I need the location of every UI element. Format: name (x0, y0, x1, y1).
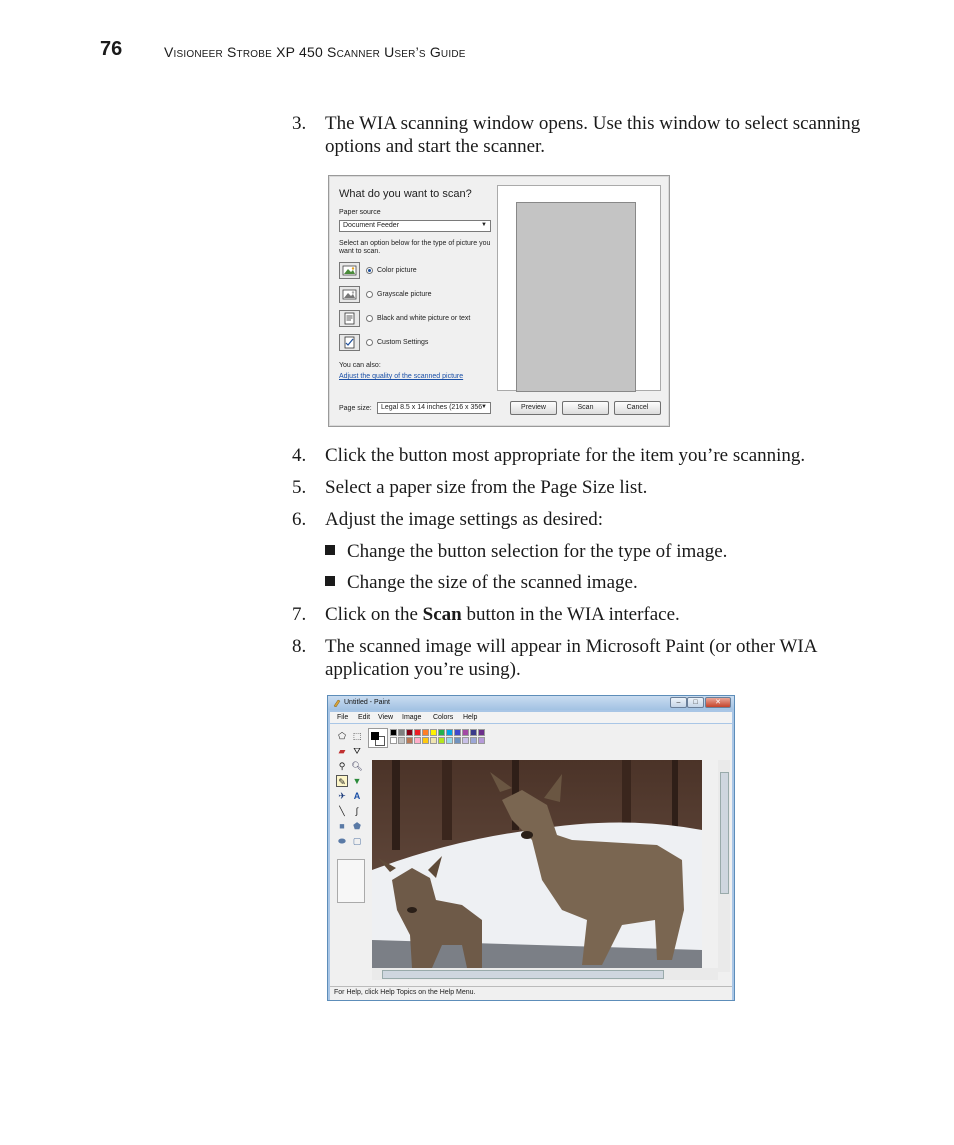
menu-view[interactable]: View (378, 714, 394, 721)
palette-swatch[interactable] (414, 737, 421, 744)
palette-swatch[interactable] (414, 729, 421, 736)
free-select-icon[interactable]: ⬠ (338, 731, 346, 741)
palette-swatch[interactable] (430, 729, 437, 736)
palette-swatch[interactable] (462, 729, 469, 736)
rectangle-tool-icon[interactable]: ■ (339, 821, 345, 831)
palette-swatch[interactable] (446, 737, 453, 744)
status-bar (330, 986, 732, 1000)
scanned-deer-photo (372, 760, 702, 968)
step-text (325, 603, 862, 626)
radio-color-picture[interactable] (366, 267, 373, 274)
dialog-question: What do you want to scan? (339, 188, 472, 200)
paper-source-label: Paper source (339, 209, 381, 216)
eraser-icon[interactable]: ▰ (338, 746, 346, 756)
palette-swatch[interactable] (390, 729, 397, 736)
step-number: 6. (292, 509, 307, 530)
step-4 (292, 444, 862, 467)
page-size-label: Page size: (339, 405, 372, 412)
you-can-also-label: You can also: (339, 362, 381, 369)
text-tool-icon[interactable]: A (353, 791, 361, 801)
paper-source-select[interactable] (339, 220, 491, 232)
step-5 (292, 476, 862, 499)
step-text-post: button in the WIA interface. (461, 604, 680, 625)
bullet-item (325, 540, 727, 563)
palette-swatch[interactable] (430, 737, 437, 744)
step-text: Select a paper size from the Page Size list. (325, 477, 648, 498)
eyedropper-icon[interactable]: ⚲ (338, 761, 346, 771)
bullet-item (325, 571, 638, 594)
step-number: 4. (292, 445, 307, 466)
airbrush-icon[interactable]: ✈ (338, 791, 346, 801)
chevron-down-icon: ▼ (481, 222, 487, 228)
paint-window (327, 695, 735, 1001)
palette-swatch[interactable] (478, 737, 485, 744)
step-3 (292, 112, 862, 158)
title-bar[interactable] (328, 696, 734, 710)
adjust-quality-link[interactable]: Adjust the quality of the scanned picture (339, 373, 464, 380)
step-6 (292, 508, 862, 531)
palette-swatch[interactable] (438, 729, 445, 736)
cancel-button[interactable]: Cancel (614, 401, 661, 415)
radio-custom-settings[interactable] (366, 339, 373, 346)
radio-black-and-white[interactable] (366, 315, 373, 322)
option-label: Color picture (377, 267, 417, 274)
polygon-tool-icon[interactable]: ⬟ (353, 821, 361, 831)
menu-edit[interactable]: Edit (358, 714, 371, 721)
scan-button[interactable]: Scan (562, 401, 609, 415)
rounded-rect-tool-icon[interactable]: ▢ (352, 836, 362, 846)
radio-grayscale-picture[interactable] (366, 291, 373, 298)
scan-preview-pane (497, 185, 661, 391)
step-text: Adjust the image settings as desired: (325, 509, 604, 530)
scan-term: Scan (422, 604, 462, 625)
bullet-text: Change the size of the scanned image. (347, 572, 638, 593)
palette-swatch[interactable] (390, 737, 397, 744)
current-colors (368, 728, 388, 748)
page-number: 76 (100, 38, 123, 60)
step-number: 5. (292, 477, 307, 498)
palette-swatch[interactable] (454, 737, 461, 744)
step-text: The scanned image will appear in Microsoft Paint (or other WIA application you’re using). (325, 636, 817, 680)
grayscale-picture-icon[interactable] (339, 286, 360, 303)
custom-settings-icon[interactable] (339, 334, 360, 351)
horizontal-scrollbar[interactable] (372, 968, 718, 980)
step-number: 3. (292, 113, 307, 134)
tool-options-box[interactable] (337, 859, 365, 903)
paper-source-value: Document Feeder (343, 222, 400, 229)
fill-bucket-icon[interactable]: ⛛ (353, 746, 361, 756)
palette-swatch[interactable] (470, 729, 477, 736)
black-and-white-text-icon[interactable] (339, 310, 360, 327)
minimize-button[interactable]: – (670, 697, 687, 708)
step-8 (292, 635, 862, 681)
curve-tool-icon[interactable]: ∫ (355, 806, 359, 816)
square-bullet-icon (325, 576, 335, 586)
palette-swatch[interactable] (406, 737, 413, 744)
square-bullet-icon (325, 545, 335, 555)
option-label: Black and white picture or text (377, 315, 471, 322)
palette-swatch[interactable] (446, 729, 453, 736)
menu-bar (330, 712, 732, 723)
step-text-pre: Click on the (325, 604, 423, 625)
rect-select-icon[interactable]: ⬚ (352, 731, 362, 741)
menu-help[interactable]: Help (463, 714, 478, 721)
page-size-value: Legal 8.5 x 14 inches (216 x 356 (381, 404, 483, 411)
foreground-color-swatch[interactable] (371, 732, 379, 740)
palette-swatch[interactable] (454, 729, 461, 736)
palette-swatch[interactable] (398, 729, 405, 736)
chevron-down-icon: ▼ (481, 404, 487, 410)
horizontal-scroll-thumb[interactable] (382, 970, 664, 979)
line-tool-icon[interactable]: ╲ (339, 806, 345, 816)
window-title: Untitled - Paint (344, 699, 390, 706)
step-number: 7. (292, 604, 307, 625)
step-number: 8. (292, 636, 307, 657)
close-button[interactable]: ✕ (705, 697, 731, 708)
palette-swatch[interactable] (438, 737, 445, 744)
palette-swatch[interactable] (422, 729, 429, 736)
menu-file[interactable]: File (337, 714, 349, 721)
menu-image[interactable]: Image (402, 714, 422, 721)
color-picture-icon[interactable] (339, 262, 360, 279)
maximize-button[interactable]: □ (687, 697, 704, 708)
option-label: Grayscale picture (377, 291, 432, 298)
palette-swatch[interactable] (398, 737, 405, 744)
option-label: Custom Settings (377, 339, 429, 346)
instruction-text: Select an option below for the type of picture you want to scan. (339, 240, 491, 255)
brush-icon[interactable]: ▼ (352, 776, 362, 786)
menu-colors[interactable]: Colors (433, 714, 454, 721)
vertical-scroll-thumb[interactable] (720, 772, 729, 894)
palette-swatch[interactable] (478, 729, 485, 736)
running-title: Visioneer Strobe XP 450 Scanner User’s Guide (164, 44, 466, 60)
status-text: For Help, click Help Topics on the Help Menu. (334, 989, 476, 996)
palette-swatch[interactable] (462, 737, 469, 744)
palette-swatch[interactable] (406, 729, 413, 736)
ellipse-tool-icon[interactable]: ⬬ (338, 836, 346, 846)
palette-swatch[interactable] (470, 737, 477, 744)
step-text: The WIA scanning window opens. Use this window to select scanning options and start the scanner. (325, 113, 861, 157)
page-size-select[interactable] (377, 402, 491, 414)
magnifier-icon[interactable]: 🔍︎ (351, 761, 363, 771)
vertical-scrollbar[interactable] (718, 760, 730, 972)
paint-client-area (330, 724, 732, 986)
preview-button[interactable]: Preview (510, 401, 557, 415)
drawing-canvas[interactable] (372, 760, 702, 968)
paint-app-icon (333, 699, 341, 707)
wia-scan-dialog (328, 175, 670, 427)
bullet-text: Change the button selection for the type of image. (347, 541, 728, 562)
preview-page (516, 202, 636, 392)
step-text: Click the button most appropriate for the item you’re scanning. (325, 445, 806, 466)
pencil-icon[interactable]: ✎ (336, 775, 348, 787)
palette-swatch[interactable] (422, 737, 429, 744)
step-7 (292, 603, 862, 626)
